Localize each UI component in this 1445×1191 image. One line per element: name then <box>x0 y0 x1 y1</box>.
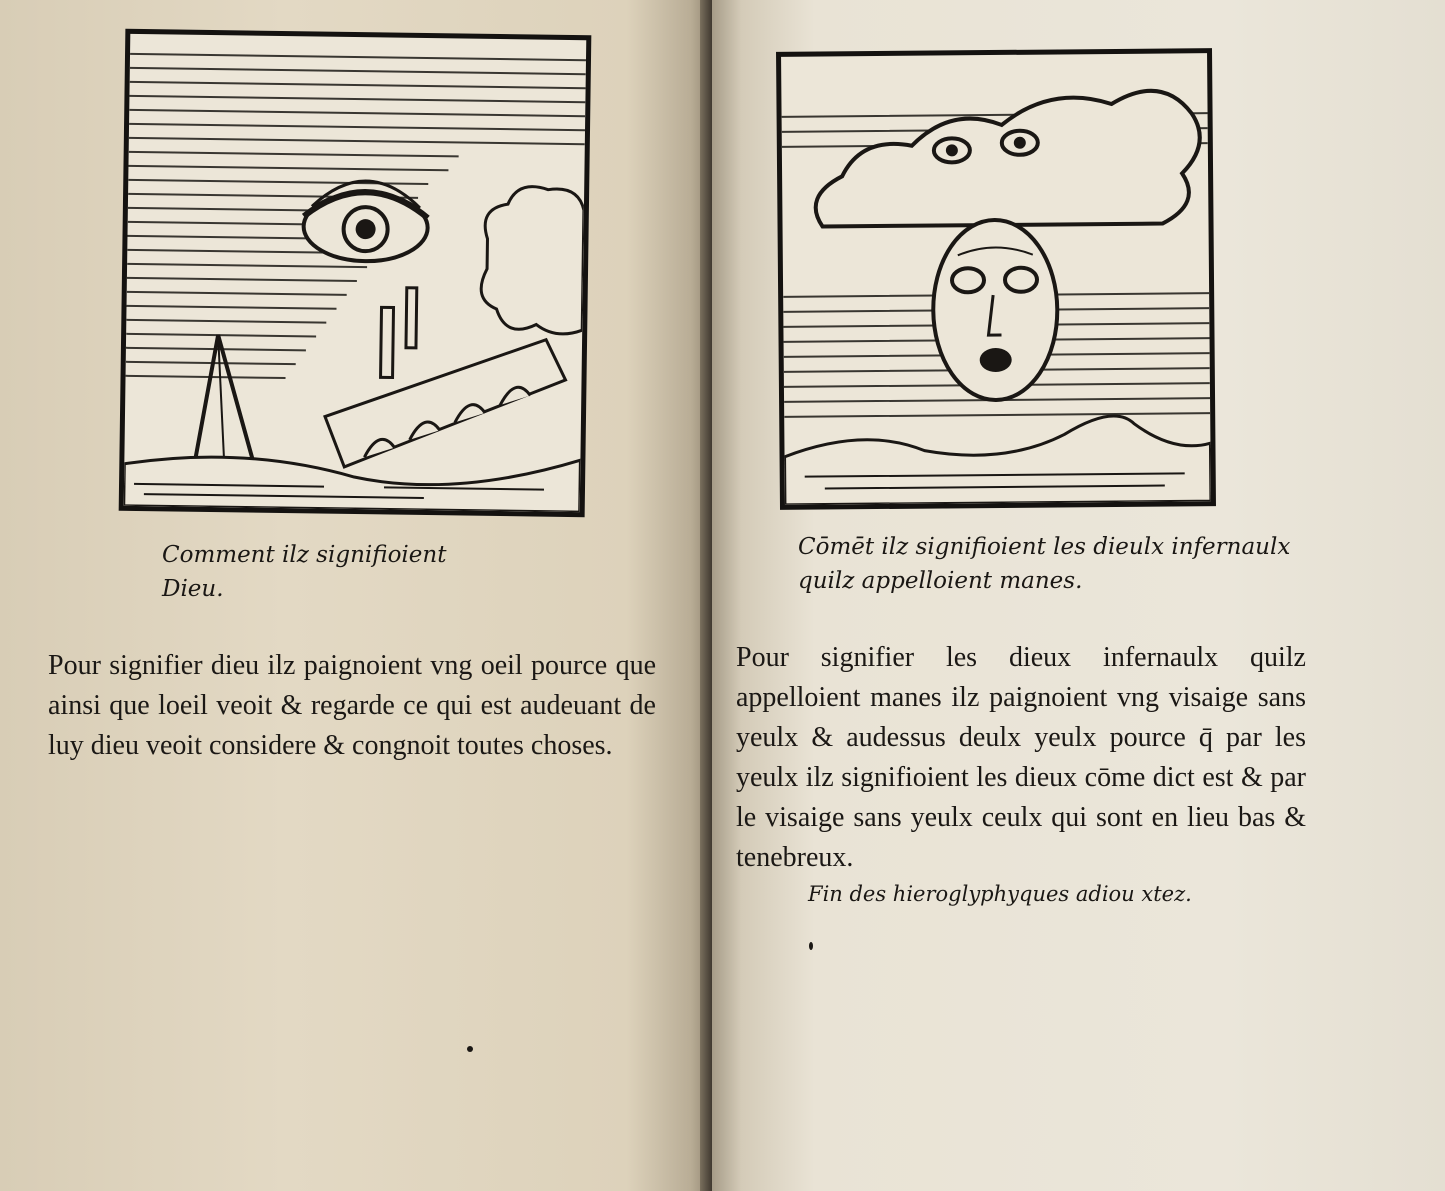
faceless-mask-image <box>781 53 1211 505</box>
ink-speck <box>467 1046 473 1052</box>
left-body-text: Pour signifier dieu ilz paignoient vng oeil pource que ainsi que loeil veoit & regarde ce qui est audeuant de luy dieu veoit considere & congnoit toutes choses. <box>48 650 656 761</box>
right-page <box>712 0 1445 1191</box>
left-caption: Comment ilz signifioient Dieu. <box>162 542 447 602</box>
right-body-text: Pour signifier les dieux infernaulx quilz appelloient manes ilz paignoient vng visaige sans yeulx & audessus deulx yeulx pource q̄ par les yeulx ilz signifioient les dieux cōme dict est & par le visaige sans yeulx ceulx qui sont en lieu bas & tenebreux. <box>736 642 1306 873</box>
ink-speck <box>809 942 813 950</box>
right-caption: Cōmēt ilz signifioient les dieulx infernaulx quilz appelloient manes. <box>798 534 1291 594</box>
manes-woodcut-illustration <box>776 48 1216 510</box>
eye-woodcut-illustration <box>119 29 592 517</box>
eye-of-god-image <box>124 34 587 512</box>
left-page <box>0 0 712 1191</box>
colophon: Fin des hieroglyphyques adiou xtez. <box>808 882 1192 906</box>
eye-shape <box>303 180 428 262</box>
eyeless-face <box>932 219 1058 400</box>
